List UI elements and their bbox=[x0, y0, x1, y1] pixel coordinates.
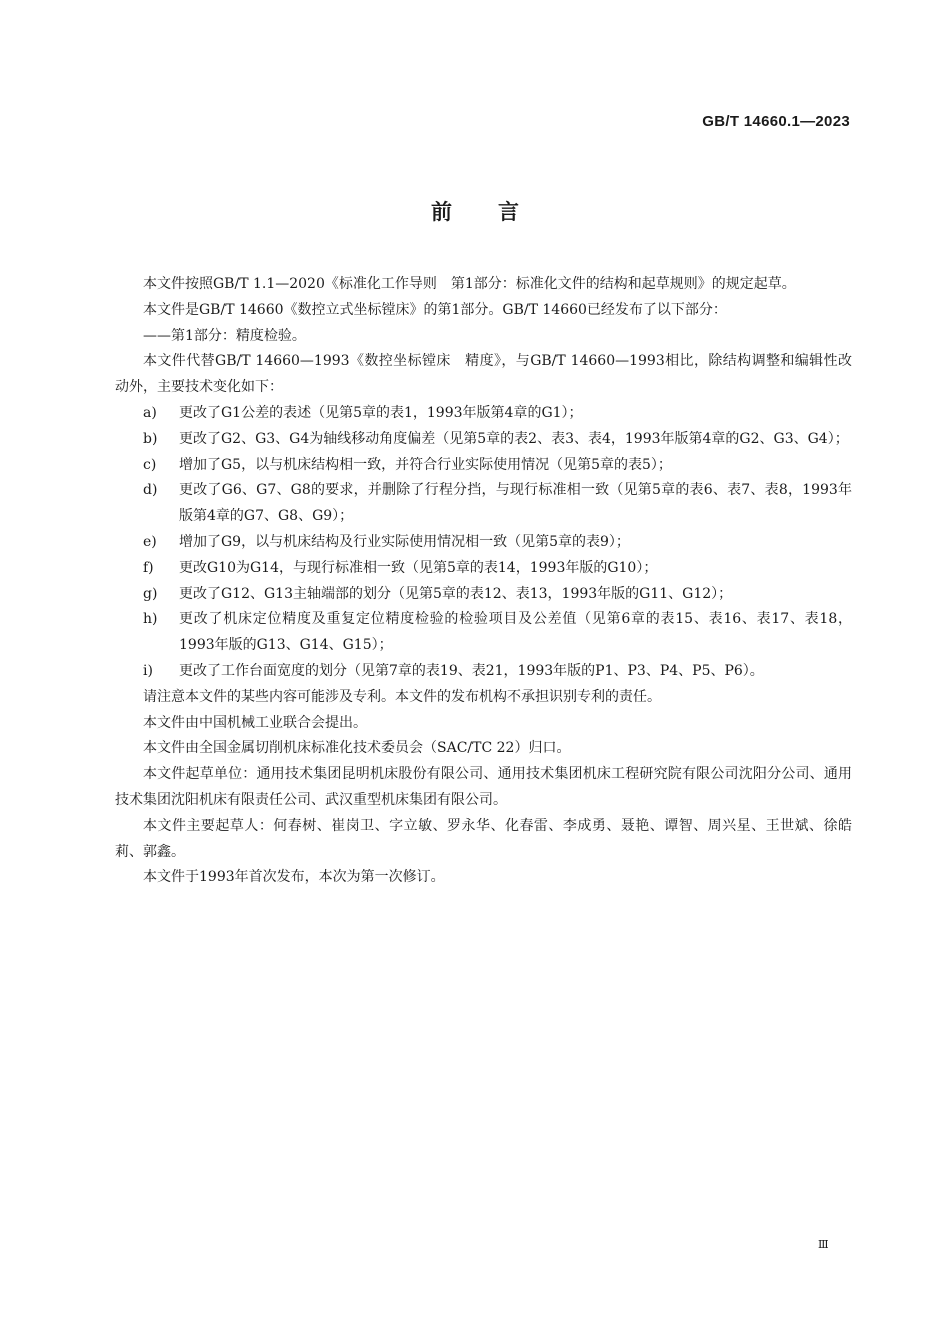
list-marker: b) bbox=[143, 430, 158, 447]
list-marker: h) bbox=[143, 611, 158, 628]
page-number: Ⅲ bbox=[818, 1238, 829, 1251]
list-text: 更改了G2、G3、G4为轴线移动角度偏差（见第5章的表2、表3、表4，1993年版第4章的G2、G3、G4）； bbox=[179, 430, 849, 447]
list-text: 更改了工作台面宽度的划分（见第7章的表19、表21，1993年版的P1、P3、P4、P5、P6）。 bbox=[179, 662, 764, 679]
list-text: 增加了G5，以与机床结构相一致，并符合行业实际使用情况（见第5章的表5）； bbox=[179, 456, 672, 473]
standard-code: GB/T 14660.1—2023 bbox=[702, 113, 850, 130]
list-marker: f) bbox=[143, 559, 154, 576]
paragraph-drafting-rules: 本文件按照GB/T 1.1—2020《标准化工作导则 第1部分：标准化文件的结构和起草规则》的规定起草。 bbox=[143, 276, 796, 292]
list-text: 更改G10为G14，与现行标准相一致（见第5章的表14，1993年版的G10）； bbox=[179, 559, 658, 576]
paragraph-proposer: 本文件由中国机械工业联合会提出。 bbox=[143, 714, 367, 731]
change-item-d bbox=[115, 478, 852, 530]
change-item-e bbox=[115, 530, 852, 556]
paragraph-centralized: 本文件由全国金属切削机床标准化技术委员会（SAC/TC 22）归口。 bbox=[143, 740, 571, 757]
list-marker: c) bbox=[143, 456, 157, 473]
page-title: 前言 bbox=[431, 200, 565, 224]
list-text: 更改了机床定位精度及重复定位精度检验的检验项目及公差值（见第6章的表15、表16、表17、表18，1993年版的G13、G14、G15）； bbox=[179, 611, 852, 654]
paragraph-drafting-units: 本文件起草单位：通用技术集团昆明机床股份有限公司、通用技术集团机床工程研究院有限公司沈阳分公司、通用技术集团沈阳机床有限责任公司、武汉重型机床集团有限公司。 bbox=[115, 766, 852, 808]
foreword-body bbox=[115, 272, 852, 891]
change-item-c bbox=[115, 453, 852, 479]
list-marker: a) bbox=[143, 404, 157, 421]
paragraph-drafters: 本文件主要起草人：何春树、崔岗卫、字立敏、罗永华、化春雷、李成勇、聂艳、谭智、周兴星、王世斌、徐皓莉、郭鑫。 bbox=[115, 817, 852, 860]
list-text: 增加了G9，以与机床结构及行业实际使用情况相一致（见第5章的表9）； bbox=[179, 533, 630, 550]
list-marker: d) bbox=[143, 482, 158, 499]
list-marker: e) bbox=[143, 533, 157, 550]
paragraph-replacement: 本文件代替GB/T 14660—1993《数控坐标镗床 精度》，与GB/T 14660—1993相比，除结构调整和编辑性改动外，主要技术变化如下： bbox=[115, 353, 852, 396]
list-text: 更改了G6、G7、G8的要求，并删除了行程分挡，与现行标准相一致（见第5章的表6、表7、表8，1993年版第4章的G7、G8、G9）； bbox=[179, 482, 852, 525]
change-item-f bbox=[115, 556, 852, 582]
paragraph-part-info: 本文件是GB/T 14660《数控立式坐标镗床》的第1部分。GB/T 14660已经发布了以下部分： bbox=[143, 301, 727, 318]
change-item-h bbox=[115, 607, 852, 659]
change-item-g bbox=[115, 582, 852, 608]
list-text: 更改了G1公差的表述（见第5章的表1，1993年版第4章的G1）； bbox=[179, 404, 583, 421]
list-marker: i) bbox=[143, 662, 153, 679]
list-text: 更改了G12、G13主轴端部的划分（见第5章的表12、表13，1993年版的G11、G12）； bbox=[179, 585, 733, 602]
change-item-i bbox=[115, 659, 852, 685]
paragraph-patent-notice: 请注意本文件的某些内容可能涉及专利。本文件的发布机构不承担识别专利的责任。 bbox=[143, 688, 661, 705]
part-list-item: ——第1部分：精度检验。 bbox=[143, 327, 306, 344]
list-marker: g) bbox=[143, 585, 158, 602]
change-item-b bbox=[115, 427, 852, 453]
change-item-a bbox=[115, 401, 852, 427]
paragraph-history: 本文件于1993年首次发布，本次为第一次修订。 bbox=[143, 869, 445, 886]
